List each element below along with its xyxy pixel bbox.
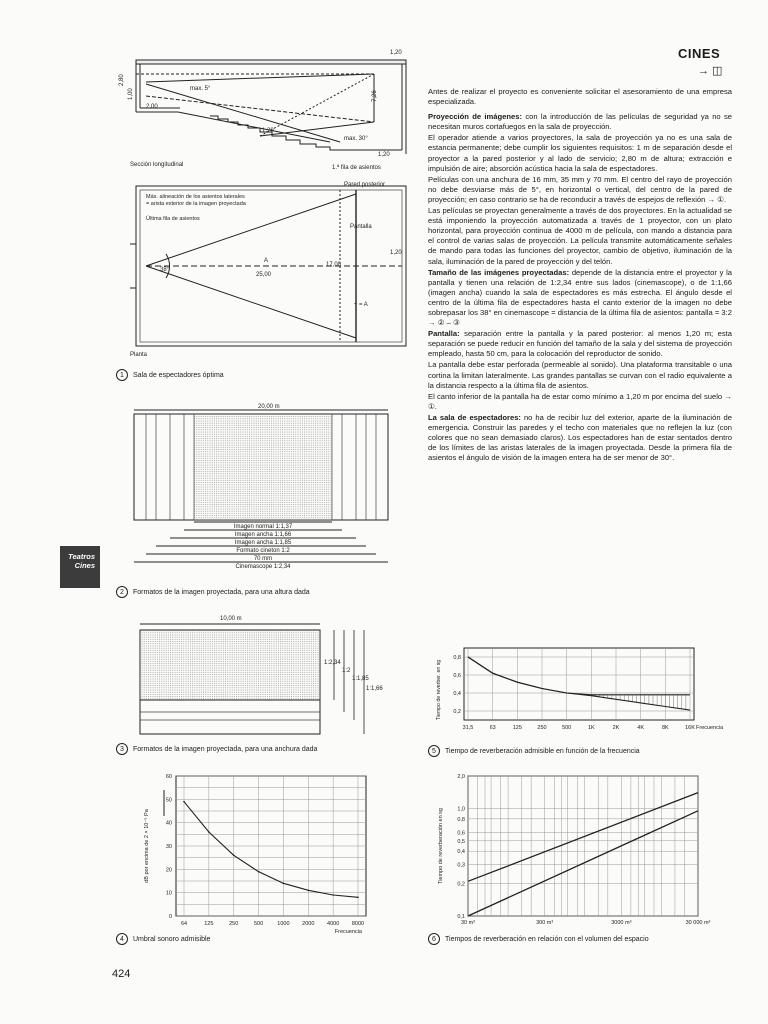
paragraph-perforated: La pantalla debe estar perforada (permeable al sonido). Una plataforma transitable o una cortina la limitan lateralmente. Las grandes pantallas se curvan con el radio equivalente a la distancia respecto a la última fila de asientos. [428,360,732,390]
data-point [357,897,359,899]
format-4: Formato cineton 1:2 [236,548,290,554]
x-tick-label: 300 m³ [536,920,554,926]
x-tick-label: 30 m³ [460,920,476,926]
cross-reference-icon: → ◫ [698,65,723,77]
dim-120-top: 1,20 [390,50,402,56]
y-axis-label: dB por encima de 2 × 10⁻⁵ Pa [144,809,150,883]
ratio-2: 1:2 [342,668,351,674]
y-tick-label: 0,2 [457,881,465,888]
y-axis-label: Tiempo de reverber. en sg [436,659,442,721]
figure-6-chart [428,768,718,930]
y-tick-label: 0,1 [457,914,465,920]
x-tick-label: 63 [489,725,496,731]
data-point [332,894,334,896]
figure-3-caption: 3 Formatos de la imagen proyectada, para una anchura dada [116,743,317,755]
label-max-align: Máx. alineación de los asientos laterales [146,194,245,200]
dim-100: 1,00 [128,88,134,100]
label-max5: max. 5° [190,86,211,92]
y-tick-label: 0,8 [453,655,461,661]
paragraph-lower-edge: El canto inferior de la pantalla ha de estar como mínimo a 1,20 m por encima del suelo → ①. [428,391,732,411]
data-point [258,871,260,873]
x-tick-label: 250 [229,921,239,927]
y-tick-label: 1,0 [457,806,465,813]
dim-280: 2,80 [119,74,125,86]
fig2-width-label: 20,00 m [258,404,280,410]
label-a-fraction: ÷ = A [354,302,368,308]
x-tick-label: 30 000 m³ [685,920,711,926]
x-tick-label: 125 [204,921,214,927]
paragraph-image-size: Tamaño de las imágenes proyectadas: depende de la distancia entre el proyector y la pantalla y tienen una relación de 1:2,34 entre sus lados (cinemascope), o de 1:1,66 (imagen ancha) cuando la sala de espectadores es más estrecha. El ángulo desde el centro de la última fila de espectadores hasta el canto exterior de la imagen no debe sobrepasar los 38° en cinemascope = distancia de la última fila de asientos: pantalla = 3:2 → ② – ③ [428,267,732,328]
figure-5-caption: 5 Tiempo de reverberación admisible en función de la frecuencia [428,745,640,757]
series-lower [468,657,690,710]
format-6: Cinemascope 1:2,34 [235,564,291,570]
label-first-row: 1.ª fila de asientos [332,165,381,171]
y-tick-label: 0,6 [457,830,465,837]
label-last-row: Última fila de asientos [146,216,200,222]
paragraph-films: Películas con una anchura de 16 mm, 35 mm y 70 mm. El centro del rayo de proyección no debe desviarse más de 5°, en horizontal o vertical, del centro de la pared de proyección; en caso contrario se ha de reconducir a través de espejos de reflexión → ①. [428,174,732,204]
label-align-edge: = arista exterior de la imagen proyectada [146,201,246,207]
format-5: 70 mm [253,556,273,562]
x-tick-label: 1000 [277,921,290,927]
dim-120-plan: 1,20 [390,250,402,256]
page-number: 424 [112,968,131,980]
dim-726: 7,26 [372,90,378,102]
x-tick-label: 500 [562,725,572,731]
y-tick-label: 30 [165,844,172,850]
section-tab: Teatros Cines [60,546,100,588]
data-point [208,831,210,833]
page-title: CINES [678,46,721,61]
x-tick-label: 250 [537,725,547,731]
x-tick-label: 16K [685,725,695,731]
x-tick-label: 4000 [327,921,340,927]
data-point [233,855,235,857]
x-axis-label: Frecuencia [334,929,362,935]
figure-1-caption: 1 Sala de espectadores óptima [116,369,224,381]
format-1: Imagen normal 1:1,37 [233,524,293,530]
data-point [183,801,185,803]
dim-a-value: 25,00 [256,272,272,278]
body-text [428,87,732,464]
paragraph-auditorium: La sala de espectadores: no ha de recibir luz del exterior, aparte de la iluminación de emergencia. Construir las paredes y el techo con materiales que no reflejen la luz (con colores que no sean demasiado claros). Los espectadores han de estar sentados dentro de los límites de las aristas laterales de la imagen proyectada. Desde la primera fila de asientos el ángulo de visión de la imagen entera ha de ser menor de 30°. [428,412,733,463]
ratio-4: 1:1,66 [366,686,383,692]
label-max30: max. 30° [344,136,368,142]
x-tick-label: 4K [637,725,645,731]
y-tick-label: 60 [165,774,172,780]
data-point [307,890,309,892]
x-tick-label: 31,5 [462,725,474,731]
y-tick-label: 40 [165,820,172,827]
plot-frame [464,648,694,720]
figure-1-drawing [110,44,420,364]
paragraph-intro: Antes de realizar el proyecto es conveniente solicitar el asesoramiento de una empresa especializada. [428,87,732,107]
plan-label: Planta [130,352,148,358]
format-3: Imagen ancha 1:1,85 [234,540,292,546]
x-tick-label: 2K [612,725,620,731]
paragraph-screen: Pantalla: separación entre la pantalla y la pared posterior: al menos 1,20 m; esta separación se puede reducir en función del tamaño de la sala y del sistema de proyección empleado, hasta 50 cm, para la colocación del reproductor de sonido. [428,329,732,359]
y-tick-label: 0,6 [453,673,461,679]
y-tick-label: 0,4 [457,849,465,856]
x-tick-label: 8K [661,725,669,731]
y-tick-label: 10 [165,890,172,897]
figure-4-chart [130,770,380,936]
label-a: A [264,258,269,264]
figure-4-caption: 4 Umbral sonoro admisible [116,933,210,945]
dim-120-mid: 1,20 [262,128,274,134]
data-point [283,883,285,885]
y-tick-label: 0,2 [453,709,461,715]
x-axis-label: Frecuencia [696,725,724,731]
figure-5-chart [428,640,724,740]
x-tick-label: 500 [253,921,264,927]
figure-6-caption: 6 Tiempos de reverberación en relación con el volumen del espacio [428,933,649,945]
y-tick-label: 0,8 [457,816,465,823]
x-tick-label: 8000 [351,921,365,927]
y-tick-label: 0,5 [457,838,465,845]
paragraph-projectors: Las películas se proyectan generalmente a través de dos proyectores. En la actualidad se está imponiendo la proyección automatizada a través de 1 proyector, con un plato horizontal, para proyección continua de 4000 m de película, con mando a distancia para el control de varias salas de proyección. La película transmite automáticamente señales de mando para todas las funciones del proyector, cambio de objetivo, iluminación de la sala, iluminación de la pared de proyección y del telón. [428,206,732,266]
paragraph-operator: El operador atiende a varios proyectores, la sala de proyección ya no es una sala de estancia permanente; debe cumplir los siguientes requisitos: 1 m de separación desde el proyector a la pared posterior y al lado de servicio; 2,80 m de altura; extracción e impulsión de aire; absorción acústica hacia la sala de espectadores. [428,133,732,173]
plot-frame [468,776,698,916]
y-tick-label: 50 [165,797,172,804]
x-tick-label: 2000 [302,921,315,927]
figure-3-drawing [130,612,390,738]
label-screen: Pantalla [350,224,372,230]
figure-2-caption: 2 Formatos de la imagen proyectada, para una altura dada [116,586,310,598]
y-tick-label: 20 [165,867,172,874]
y-tick-label: 2,0 [457,774,465,780]
label-angle38: 38° [160,267,170,273]
series-upper [468,793,698,882]
paragraph-projection: Proyección de imágenes: con la introducción de las películas de seguridad ya no se necesitan muros cortafuegos en la sala de proyección. [428,112,732,132]
y-tick-label: 0 [168,914,172,920]
format-2: Imagen ancha 1:1,66 [234,532,292,538]
section-label: Sección longitudinal [130,162,184,168]
ratio-3: 1:1,85 [352,676,369,682]
y-tick-label: 0,4 [453,691,461,697]
dim-120-bottom: 1,20 [378,152,390,158]
figure-2-drawing [110,398,410,584]
fig3-width-label: 10,00 m [220,616,242,622]
x-tick-label: 3000 m³ [611,920,632,926]
x-tick-label: 1K [587,725,595,731]
dim-200: 2,00 [146,104,158,110]
y-tick-label: 0,3 [457,862,465,869]
series-lower [468,811,698,916]
threshold-curve [184,802,358,898]
x-tick-label: 64 [180,921,188,927]
y-axis-label: Tiempo de reverberación en sg [438,808,444,884]
dim-1700: 17,00 [326,262,342,268]
ratio-1: 1:2,34 [324,660,341,666]
label-rear-wall: Pared posterior [344,182,386,188]
x-tick-label: 125 [512,725,522,731]
